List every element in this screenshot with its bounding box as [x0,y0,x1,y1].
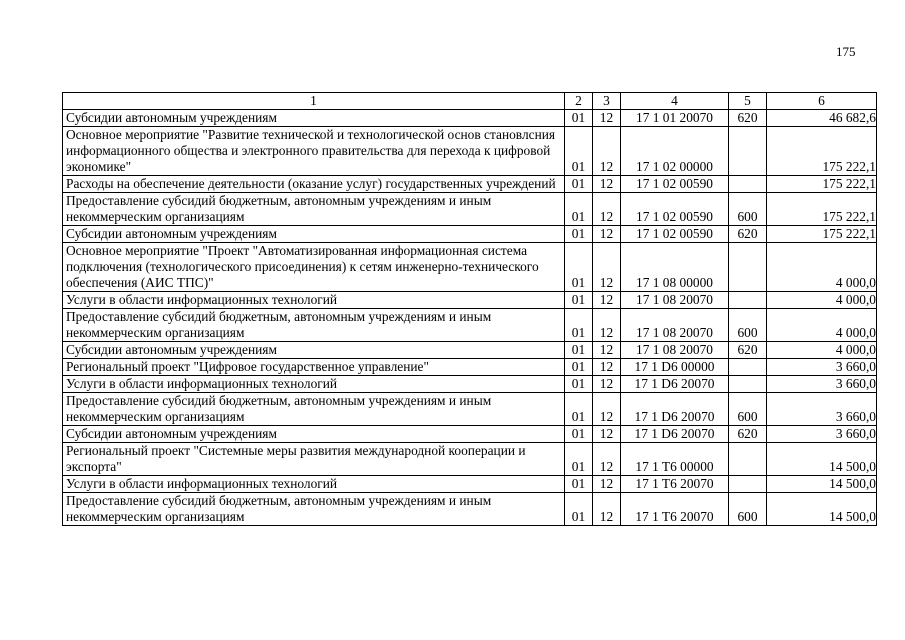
table-header-row [63,93,877,110]
subsection-code-cell: 12 [593,376,621,393]
section-code-cell: 01 [565,393,593,426]
budget-table [62,92,877,526]
expense-type-cell [729,443,767,476]
expense-type-cell: 600 [729,309,767,342]
target-article-cell: 17 1 02 00000 [621,127,729,176]
expense-name-cell: Предоставление субсидий бюджетным, автономным учреждениям и иным некоммерческим организациям [63,309,565,342]
amount-cell: 4 000,0 [767,309,877,342]
subsection-code-cell: 12 [593,393,621,426]
section-code-cell: 01 [565,110,593,127]
section-code-cell: 01 [565,342,593,359]
target-article-cell: 17 1 08 20070 [621,342,729,359]
expense-name-cell: Региональный проект "Цифровое государственное управление" [63,359,565,376]
table-row [63,393,877,426]
amount-cell: 4 000,0 [767,292,877,309]
section-code-cell: 01 [565,127,593,176]
expense-type-cell: 620 [729,226,767,243]
expense-name-cell: Услуги в области информационных технологий [63,476,565,493]
page-number: 175 [836,44,856,59]
section-code-cell: 01 [565,443,593,476]
amount-cell: 3 660,0 [767,426,877,443]
amount-cell: 3 660,0 [767,393,877,426]
table-row [63,226,877,243]
expense-type-cell: 600 [729,393,767,426]
table-row [63,342,877,359]
header-cell: 3 [593,93,621,110]
amount-cell: 175 222,1 [767,226,877,243]
target-article-cell: 17 1 T6 20070 [621,493,729,526]
header-cell: 1 [63,93,565,110]
subsection-code-cell: 12 [593,342,621,359]
expense-name-cell: Субсидии автономным учреждениям [63,342,565,359]
subsection-code-cell: 12 [593,292,621,309]
table-row [63,476,877,493]
section-code-cell: 01 [565,176,593,193]
section-code-cell: 01 [565,426,593,443]
amount-cell: 4 000,0 [767,342,877,359]
expense-type-cell [729,359,767,376]
target-article-cell: 17 1 08 20070 [621,292,729,309]
table-row [63,376,877,393]
section-code-cell: 01 [565,243,593,292]
subsection-code-cell: 12 [593,176,621,193]
expense-name-cell: Предоставление субсидий бюджетным, автономным учреждениям и иным некоммерческим организациям [63,193,565,226]
amount-cell: 175 222,1 [767,127,877,176]
section-code-cell: 01 [565,309,593,342]
table-row [63,292,877,309]
section-code-cell: 01 [565,359,593,376]
target-article-cell: 17 1 T6 20070 [621,476,729,493]
table-row [63,127,877,176]
subsection-code-cell: 12 [593,226,621,243]
expense-type-cell [729,176,767,193]
section-code-cell: 01 [565,476,593,493]
expense-name-cell: Услуги в области информационных технологий [63,376,565,393]
expense-type-cell: 620 [729,110,767,127]
section-code-cell: 01 [565,376,593,393]
amount-cell: 14 500,0 [767,476,877,493]
table-row [63,443,877,476]
table-row [63,243,877,292]
expense-name-cell: Услуги в области информационных технологий [63,292,565,309]
subsection-code-cell: 12 [593,243,621,292]
header-cell: 2 [565,93,593,110]
target-article-cell: 17 1 D6 20070 [621,376,729,393]
expense-type-cell [729,376,767,393]
header-cell: 4 [621,93,729,110]
amount-cell: 175 222,1 [767,193,877,226]
section-code-cell: 01 [565,193,593,226]
target-article-cell: 17 1 02 00590 [621,176,729,193]
expense-name-cell: Субсидии автономным учреждениям [63,226,565,243]
subsection-code-cell: 12 [593,493,621,526]
amount-cell: 4 000,0 [767,243,877,292]
subsection-code-cell: 12 [593,359,621,376]
expense-name-cell: Субсидии автономным учреждениям [63,110,565,127]
expense-type-cell [729,292,767,309]
expense-type-cell [729,476,767,493]
table-row [63,193,877,226]
amount-cell: 3 660,0 [767,359,877,376]
subsection-code-cell: 12 [593,426,621,443]
target-article-cell: 17 1 01 20070 [621,110,729,127]
amount-cell: 46 682,6 [767,110,877,127]
table-row [63,426,877,443]
expense-type-cell [729,127,767,176]
expense-name-cell: Региональный проект "Системные меры развития международной кооперации и экспорта" [63,443,565,476]
expense-type-cell [729,243,767,292]
table-row [63,176,877,193]
table-row [63,309,877,342]
table-row [63,110,877,127]
section-code-cell: 01 [565,493,593,526]
subsection-code-cell: 12 [593,476,621,493]
subsection-code-cell: 12 [593,110,621,127]
subsection-code-cell: 12 [593,309,621,342]
target-article-cell: 17 1 08 20070 [621,309,729,342]
amount-cell: 14 500,0 [767,493,877,526]
header-cell: 6 [767,93,877,110]
subsection-code-cell: 12 [593,193,621,226]
table-body [63,93,877,526]
expense-type-cell: 620 [729,426,767,443]
table-row [63,493,877,526]
header-cell: 5 [729,93,767,110]
target-article-cell: 17 1 08 00000 [621,243,729,292]
expense-name-cell: Основное мероприятие "Развитие технической и технологической основ становлсния информационного общества и электронного правительства для перехода к цифровой экономике" [63,127,565,176]
target-article-cell: 17 1 02 00590 [621,193,729,226]
expense-name-cell: Расходы на обеспечение деятельности (оказание услуг) государственных учреждений [63,176,565,193]
section-code-cell: 01 [565,292,593,309]
expense-name-cell: Предоставление субсидий бюджетным, автономным учреждениям и иным некоммерческим организациям [63,393,565,426]
expense-name-cell: Предоставление субсидий бюджетным, автономным учреждениям и иным некоммерческим организациям [63,493,565,526]
target-article-cell: 17 1 02 00590 [621,226,729,243]
target-article-cell: 17 1 D6 20070 [621,426,729,443]
amount-cell: 14 500,0 [767,443,877,476]
expense-type-cell: 600 [729,493,767,526]
amount-cell: 3 660,0 [767,376,877,393]
target-article-cell: 17 1 D6 20070 [621,393,729,426]
target-article-cell: 17 1 D6 00000 [621,359,729,376]
subsection-code-cell: 12 [593,127,621,176]
section-code-cell: 01 [565,226,593,243]
expense-type-cell: 620 [729,342,767,359]
target-article-cell: 17 1 T6 00000 [621,443,729,476]
expense-name-cell: Основное мероприятие "Проект "Автоматизированная информационная система подключения (технологического присоединения) к сетям инженерно-технического обеспечения (АИС ТПС)" [63,243,565,292]
subsection-code-cell: 12 [593,443,621,476]
expense-name-cell: Субсидии автономным учреждениям [63,426,565,443]
amount-cell: 175 222,1 [767,176,877,193]
expense-type-cell: 600 [729,193,767,226]
table-row [63,359,877,376]
